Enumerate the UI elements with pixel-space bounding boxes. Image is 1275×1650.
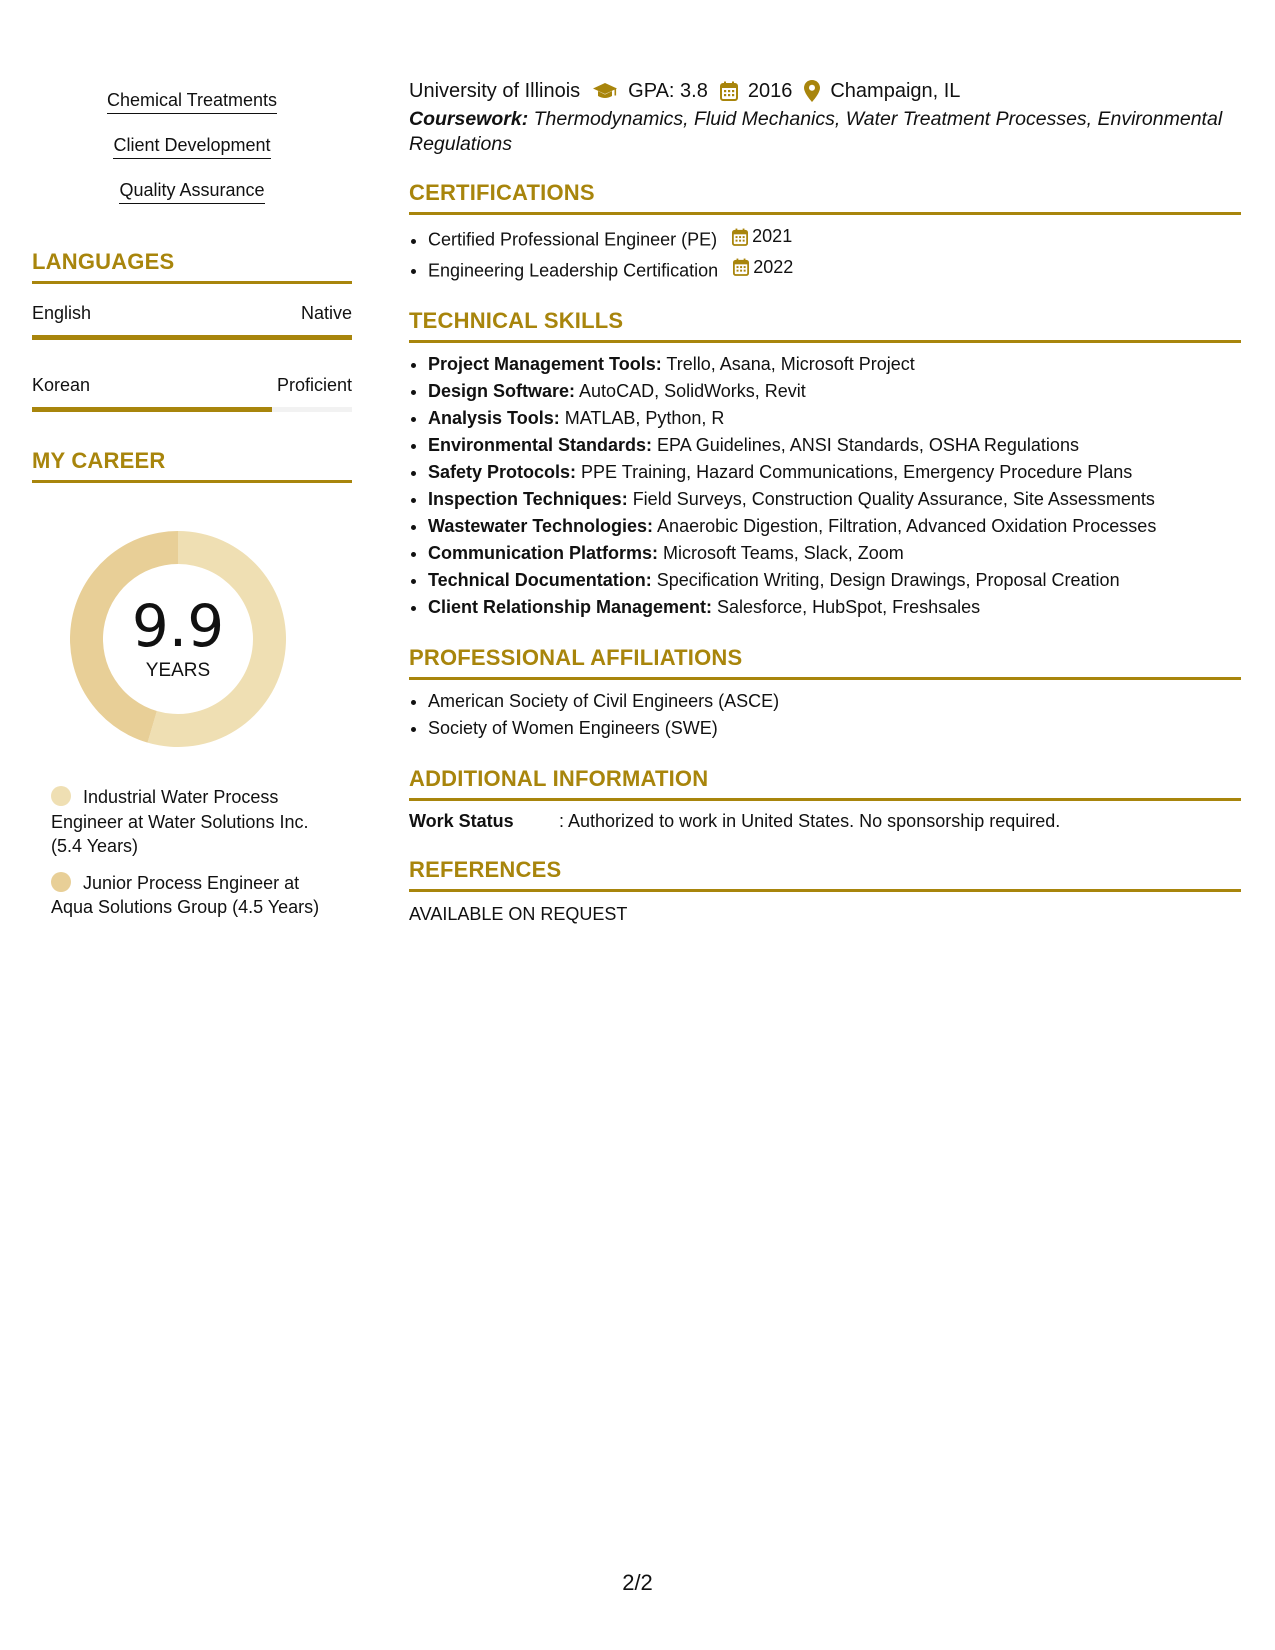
- left-column: [32, 80, 352, 932]
- language-level-fill: [32, 407, 272, 412]
- language-item: [32, 374, 352, 412]
- work-status-label: Work Status: [409, 811, 514, 831]
- career-legend-label: Industrial Water Process Engineer at Water Solutions Inc. (5.4 Years): [51, 787, 309, 856]
- skill-values: Salesforce, HubSpot, Freshsales: [712, 597, 981, 617]
- education-line: [409, 78, 1241, 104]
- school-location: Champaign, IL: [830, 80, 961, 102]
- languages-list: [32, 302, 352, 412]
- map-pin-icon: [804, 80, 820, 102]
- certification-year: 2021: [752, 226, 793, 246]
- calendar-icon: [732, 228, 748, 246]
- coursework: [409, 107, 1241, 156]
- skill-category: Communication Platforms:: [428, 543, 659, 563]
- technical-skill-item: [428, 594, 1241, 621]
- skill-values: EPA Guidelines, ANSI Standards, OSHA Regulations: [652, 435, 1079, 455]
- certification-name: Certified Professional Engineer (PE): [428, 229, 718, 250]
- skill-category: Client Relationship Management:: [428, 597, 713, 617]
- technical-skill-item: [428, 351, 1241, 378]
- technical-skills-heading: TECHNICAL SKILLS: [409, 308, 1241, 343]
- certification-item: [428, 254, 1241, 285]
- career-legend-label: Junior Process Engineer at Aqua Solutions Group (4.5 Years): [51, 872, 320, 917]
- skill-values: PPE Training, Hazard Communications, Emergency Procedure Plans: [576, 462, 1133, 482]
- skill-category: Wastewater Technologies:: [428, 516, 654, 536]
- skill-values: AutoCAD, SolidWorks, Revit: [575, 381, 806, 401]
- career-total-years: 9.9: [131, 592, 225, 660]
- affiliations-heading: PROFESSIONAL AFFILIATIONS: [409, 645, 1241, 680]
- technical-skill-item: [428, 540, 1241, 567]
- certifications-heading: CERTIFICATIONS: [409, 180, 1241, 215]
- technical-skill-item: [428, 378, 1241, 405]
- career-legend: [51, 785, 321, 920]
- certification-name: Engineering Leadership Certification: [428, 260, 719, 280]
- skill-tag: Chemical Treatments: [107, 89, 277, 114]
- skill-tag: Quality Assurance: [119, 179, 264, 204]
- calendar-icon: [720, 81, 738, 101]
- certifications-list: [409, 223, 1241, 284]
- language-level-fill: [32, 335, 352, 340]
- career-heading: MY CAREER: [32, 448, 352, 483]
- gpa: GPA: 3.8: [628, 80, 708, 102]
- affiliation-item: • Society of Women Engineers (SWE): [428, 715, 1241, 742]
- technical-skill-item: [428, 432, 1241, 459]
- skill-values: MATLAB, Python, R: [559, 408, 725, 428]
- language-level-bar: [32, 407, 352, 412]
- career-legend-item: [51, 871, 321, 920]
- technical-skill-item: [428, 405, 1241, 432]
- skill-values: Trello, Asana, Microsoft Project: [661, 354, 915, 374]
- coursework-list: Thermodynamics, Fluid Mechanics, Water Treatment Processes, Environmental Regulations: [409, 108, 1223, 155]
- work-status-row: [409, 809, 1241, 833]
- languages-heading: LANGUAGES: [32, 249, 352, 284]
- school-name: University of Illinois: [409, 80, 581, 102]
- language-name: Korean: [32, 375, 91, 395]
- language-level: Proficient: [276, 375, 352, 395]
- language-level: Native: [300, 303, 352, 323]
- legend-dot-icon: [51, 786, 71, 806]
- skill-values: Anaerobic Digestion, Filtration, Advanced Oxidation Processes: [653, 516, 1157, 536]
- graduation-year: 2016: [747, 80, 793, 102]
- certification-year: 2022: [753, 256, 794, 277]
- technical-skill-item: [428, 459, 1241, 486]
- career-years-unit: YEARS: [145, 660, 211, 681]
- references-heading: REFERENCES: [409, 857, 1241, 892]
- skill-values: Field Surveys, Construction Quality Assurance, Site Assessments: [627, 489, 1155, 509]
- legend-dot-icon: [51, 872, 71, 892]
- skill-category: Project Management Tools:: [428, 354, 662, 374]
- language-item: [32, 302, 352, 340]
- references-text: AVAILABLE ON REQUEST: [409, 904, 628, 924]
- skill-category: Inspection Techniques:: [428, 489, 628, 509]
- page-number: 2/2: [622, 1570, 653, 1595]
- skill-category: Design Software:: [428, 381, 576, 401]
- skill-tag: Client Development: [113, 134, 270, 159]
- affiliation-item: • American Society of Civil Engineers (ASCE): [428, 688, 1241, 715]
- career-donut-chart: [66, 527, 290, 751]
- skill-category: Technical Documentation:: [428, 570, 652, 590]
- certification-item: [428, 223, 1241, 254]
- additional-info-heading: ADDITIONAL INFORMATION: [409, 766, 1241, 801]
- skill-category: Safety Protocols:: [428, 462, 577, 482]
- skills-list: [32, 80, 352, 215]
- language-level-bar: [32, 335, 352, 340]
- right-column: [409, 78, 1241, 926]
- technical-skills-list: [409, 351, 1241, 621]
- coursework-label: Coursework:: [409, 108, 529, 130]
- language-name: English: [32, 303, 92, 323]
- skill-values: Specification Writing, Design Drawings, Proposal Creation: [651, 570, 1120, 590]
- skill-category: Environmental Standards:: [428, 435, 653, 455]
- calendar-icon: [733, 258, 749, 276]
- work-status-value: : Authorized to work in United States. No sponsorship required.: [559, 811, 1061, 831]
- skill-values: Microsoft Teams, Slack, Zoom: [658, 543, 904, 563]
- technical-skill-item: [428, 567, 1241, 594]
- technical-skill-item: [428, 513, 1241, 540]
- skill-category: Analysis Tools:: [428, 408, 560, 428]
- affiliations-list: [409, 688, 1241, 742]
- graduation-cap-icon: [592, 81, 618, 101]
- career-legend-item: [51, 785, 321, 859]
- technical-skill-item: [428, 486, 1241, 513]
